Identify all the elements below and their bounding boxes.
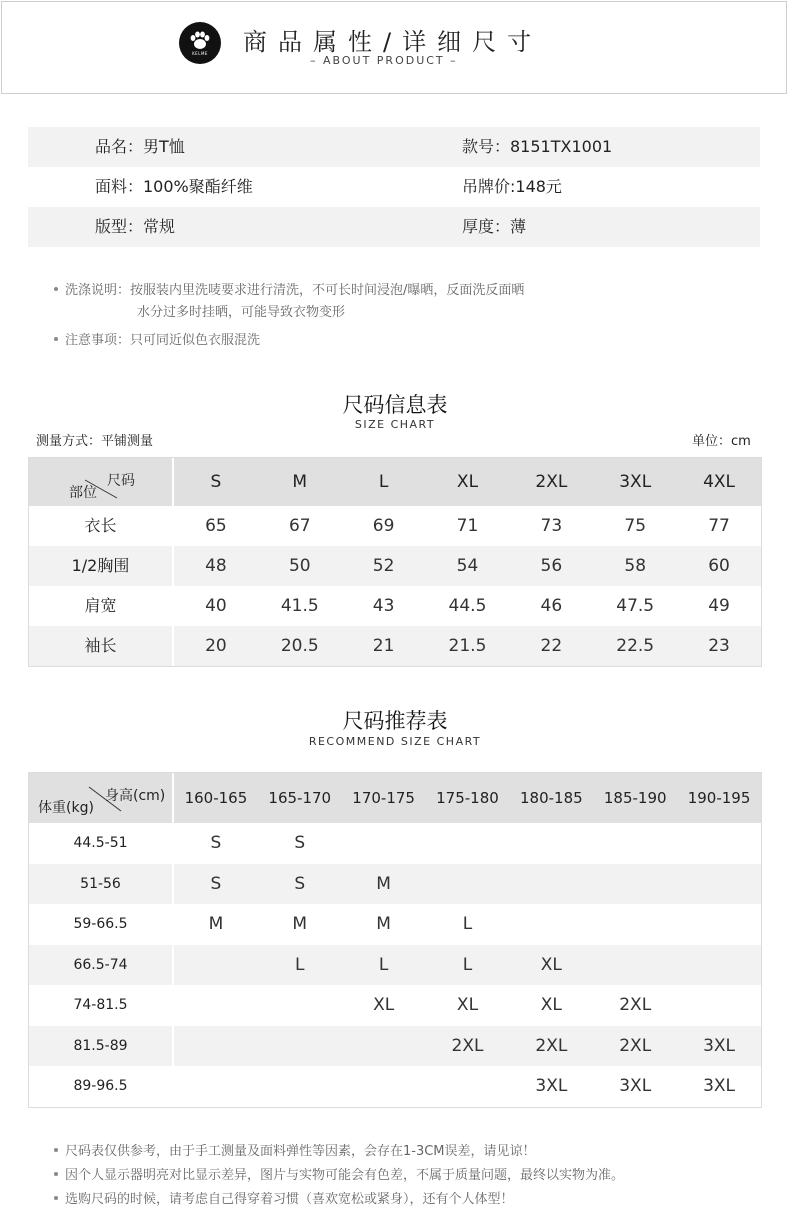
table-cell: M — [208, 914, 224, 934]
table-row — [29, 945, 761, 986]
bullet-icon — [54, 337, 58, 341]
size-chart-title: 尺码信息表 — [342, 393, 448, 417]
table-cell: 2XL — [535, 1035, 568, 1056]
bullet-icon — [54, 287, 58, 291]
table-cell: 52 — [372, 556, 395, 576]
table-cell: M — [376, 873, 391, 894]
table-cell: M — [376, 914, 391, 934]
table-cell: L — [378, 954, 389, 975]
recommend-chart-table — [28, 772, 762, 1108]
row-label: 66.5-74 — [73, 956, 128, 973]
wash-note-line2: 水分过多时挂晒，可能导致衣物变形 — [137, 305, 346, 320]
row-label: 袖长 — [84, 636, 117, 655]
table-cell: 48 — [205, 556, 227, 576]
brand-logo — [179, 22, 221, 64]
table-cell: 47.5 — [616, 596, 655, 616]
table-cell: 71 — [456, 516, 479, 536]
table-cell: 22 — [540, 636, 563, 656]
table-cell: XL — [373, 995, 395, 1015]
row-label: 衣长 — [84, 516, 117, 535]
column-header: 175-180 — [436, 789, 499, 807]
table-cell: 2XL — [451, 1035, 484, 1056]
table-cell: 22.5 — [616, 636, 655, 656]
table-cell: 21 — [372, 636, 395, 656]
table-cell: L — [295, 954, 305, 975]
table-cell: 2XL — [619, 995, 652, 1015]
table-cell: XL — [540, 995, 562, 1015]
measure-method: 测量方式：平铺测量 — [36, 434, 154, 449]
recommend-chart-title: 尺码推荐表 — [342, 709, 448, 733]
column-header: 170-175 — [352, 789, 415, 807]
page-title: 商品属性/详细尺寸 — [243, 28, 543, 56]
column-header: 3XL — [619, 472, 652, 492]
row-label: 肩宽 — [84, 596, 117, 615]
table-cell: S — [210, 833, 222, 853]
table-cell: 54 — [456, 556, 479, 576]
column-header: 160-165 — [184, 789, 248, 807]
attribute-left: 版型：常规 — [95, 217, 176, 236]
footer-note — [54, 1164, 624, 1183]
table-cell: 77 — [708, 516, 730, 536]
table-row — [29, 546, 761, 586]
row-label: 59-66.5 — [73, 916, 128, 932]
table-row — [29, 626, 761, 666]
table-cell: 60 — [708, 556, 730, 576]
table-row — [29, 506, 761, 546]
caution-label: 注意事项： — [65, 333, 131, 348]
attribute-left: 品名：男T恤 — [95, 137, 185, 156]
table-cell: XL — [540, 954, 562, 975]
table-corner-cell — [29, 773, 172, 823]
table-row — [29, 904, 761, 945]
size-chart-subtitle: SIZE CHART — [354, 418, 436, 431]
table-cell: L — [462, 954, 473, 975]
table-row — [29, 1066, 761, 1107]
wash-text: 按服装内里洗唛要求进行清洗，不可长时间浸泡/曝晒，反面洗反面晒 — [130, 283, 525, 298]
table-cell: 3XL — [703, 1035, 736, 1056]
table-cell: 23 — [708, 636, 730, 656]
table-cell: 3XL — [535, 1076, 568, 1096]
corner-bottom-label: 体重(kg) — [38, 800, 94, 816]
table-cell: 75 — [624, 516, 647, 536]
row-label: 1/2胸围 — [71, 556, 130, 575]
column-header: M — [292, 472, 308, 492]
table-cell: 20 — [205, 636, 227, 656]
table-row — [29, 823, 761, 864]
footer-note-text: 尺码表仅供参考，由于手工测量及面料弹性等因素，会存在1-3CM误差，请见谅！ — [65, 1144, 536, 1159]
caution-note — [54, 329, 260, 348]
bullet-icon — [54, 1196, 58, 1200]
footer-note-text: 选购尺码的时候，请考虑自己得穿着习惯（喜欢宽松或紧身），还有个人体型！ — [65, 1192, 514, 1207]
wash-label: 洗涤说明： — [65, 283, 131, 298]
table-cell: 43 — [372, 596, 395, 616]
table-cell: S — [210, 873, 222, 894]
table-row — [29, 586, 761, 626]
column-separator — [172, 458, 174, 666]
unit-label: 单位：cm — [692, 434, 751, 449]
table-cell: 56 — [540, 556, 563, 576]
table-cell: 2XL — [619, 1035, 652, 1056]
table-cell: S — [294, 873, 306, 894]
attribute-right: 吊牌价:148元 — [462, 177, 562, 196]
bullet-icon — [54, 1172, 58, 1176]
corner-top-label: 身高(cm) — [105, 788, 166, 804]
column-header: 185-190 — [603, 789, 667, 807]
attribute-table — [28, 127, 760, 247]
table-cell: L — [462, 914, 473, 934]
column-header: L — [378, 472, 389, 492]
row-label: 44.5-51 — [73, 835, 128, 851]
row-label: 51-56 — [80, 875, 121, 892]
table-header-row — [29, 773, 761, 823]
attribute-row — [28, 127, 760, 167]
table-corner-cell — [29, 458, 172, 506]
column-header: S — [210, 472, 222, 492]
table-cell: 58 — [624, 556, 647, 576]
table-cell: 3XL — [619, 1076, 652, 1096]
attribute-right: 厚度：薄 — [462, 217, 527, 236]
table-row — [29, 985, 761, 1026]
logo-text: KELME — [192, 51, 208, 56]
bullet-icon — [54, 1148, 58, 1152]
column-header: 4XL — [703, 472, 736, 492]
paw-icon — [179, 22, 221, 64]
table-cell: 20.5 — [280, 636, 319, 656]
row-label: 74-81.5 — [73, 997, 128, 1013]
table-cell: 40 — [205, 596, 227, 616]
table-cell: 50 — [288, 556, 311, 576]
table-cell: M — [292, 914, 308, 934]
footer-note-text: 因个人显示器明亮对比显示差异，图片与实物可能会有色差，不属于质量问题，最终以实物为准。 — [65, 1168, 625, 1183]
table-cell: 46 — [540, 596, 563, 616]
table-row — [29, 864, 761, 905]
table-cell: 3XL — [703, 1076, 736, 1096]
table-cell: 49 — [708, 596, 730, 616]
column-header: 190-195 — [687, 789, 751, 807]
table-cell: 41.5 — [280, 596, 319, 616]
table-header-row — [29, 458, 761, 506]
recommend-chart-subtitle: RECOMMEND SIZE CHART — [308, 735, 482, 748]
column-separator — [172, 773, 174, 1107]
table-row — [29, 1026, 761, 1067]
footer-note — [54, 1188, 514, 1207]
table-cell: 44.5 — [448, 596, 487, 616]
attribute-row — [28, 167, 760, 207]
corner-top-label: 尺码 — [107, 473, 135, 489]
column-header: 165-170 — [268, 789, 332, 807]
table-cell: 73 — [540, 516, 563, 536]
footer-note — [54, 1140, 536, 1159]
row-label: 89-96.5 — [73, 1078, 128, 1094]
column-header: 180-185 — [520, 789, 583, 807]
column-header: 2XL — [535, 472, 568, 492]
table-cell: 67 — [288, 516, 311, 536]
wash-note — [54, 279, 524, 298]
page-subtitle: – ABOUT PRODUCT – — [310, 54, 458, 67]
table-cell: 65 — [205, 516, 227, 536]
table-cell: S — [294, 833, 306, 853]
attribute-row — [28, 207, 760, 247]
table-cell: XL — [456, 995, 479, 1015]
table-cell: 21.5 — [448, 636, 487, 656]
attribute-right: 款号：8151TX1001 — [462, 137, 613, 156]
caution-text: 只可同近似色衣服混洗 — [130, 333, 261, 348]
attribute-left: 面料：100%聚酯纤维 — [95, 177, 253, 196]
table-cell: 69 — [372, 516, 395, 536]
row-label: 81.5-89 — [73, 1037, 128, 1054]
corner-bottom-label: 部位 — [69, 485, 97, 501]
column-header: XL — [456, 472, 479, 492]
size-chart-table — [28, 457, 762, 667]
diagonal-divider — [29, 458, 172, 506]
